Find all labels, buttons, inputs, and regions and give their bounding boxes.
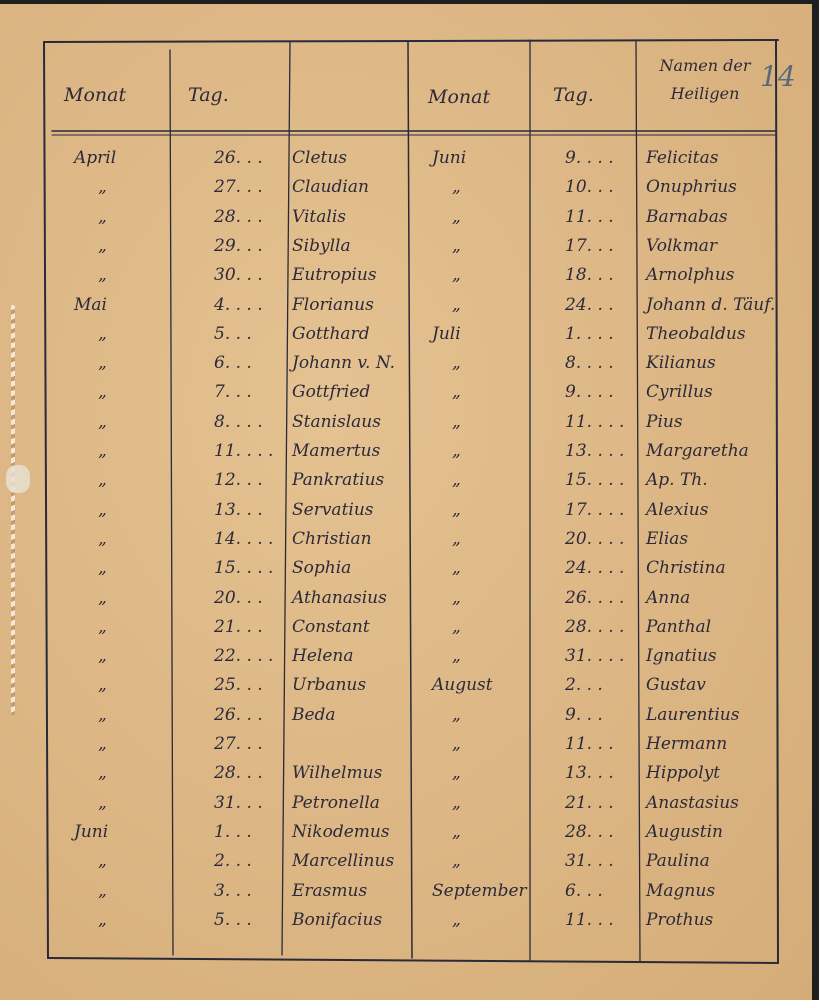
name-cell: Florianus <box>292 295 374 315</box>
tag2-cell: 31. . . . <box>565 646 625 666</box>
col-divider-5 <box>636 40 640 962</box>
monat2-cell: „ <box>452 558 461 578</box>
name2-cell: Felicitas <box>646 148 719 168</box>
tag-cell: 27. . . <box>214 177 263 197</box>
name2-cell: Ap. Th. <box>646 470 708 490</box>
monat2-cell: „ <box>452 382 461 402</box>
monat2-cell: „ <box>452 529 461 549</box>
name-cell: Pankratius <box>292 470 385 490</box>
monat-cell: „ <box>98 324 107 344</box>
tag2-cell: 9. . . . <box>565 148 614 168</box>
name2-cell: Margaretha <box>646 441 749 461</box>
name2-cell: Magnus <box>646 881 716 901</box>
name2-cell: Barnabas <box>646 207 728 227</box>
name2-cell: Theobaldus <box>646 324 746 344</box>
tag-cell: 11. . . . <box>214 441 274 461</box>
name2-cell: Hippolyt <box>646 763 721 783</box>
monat-cell: „ <box>98 441 107 461</box>
name2-cell: Prothus <box>646 910 714 930</box>
name-cell: Constant <box>292 617 370 637</box>
name2-cell: Johann d. Täuf. <box>646 295 776 315</box>
monat-cell: „ <box>98 265 107 285</box>
name2-cell: Elias <box>646 529 689 549</box>
monat2-cell: „ <box>452 353 461 373</box>
name2-cell: Hermann <box>646 734 728 754</box>
monat2-cell: „ <box>452 412 461 432</box>
tag-cell: 30. . . <box>214 265 263 285</box>
monat-cell: „ <box>98 851 107 871</box>
header-monat: Monat <box>64 84 127 106</box>
name2-cell: Panthal <box>646 617 712 637</box>
monat2-cell: Juni <box>432 148 467 168</box>
tag2-cell: 18. . . <box>565 265 614 285</box>
tag2-cell: 8. . . . <box>565 353 614 373</box>
monat-cell: „ <box>98 763 107 783</box>
monat-cell: Juni <box>74 822 109 842</box>
name2-cell: Kilianus <box>646 353 716 373</box>
name2-cell: Christina <box>646 558 726 578</box>
col-divider-2 <box>282 42 290 955</box>
name-cell: Erasmus <box>292 881 368 901</box>
name-cell: Athanasius <box>292 588 387 608</box>
tag-cell: 4. . . . <box>214 295 263 315</box>
name-cell: Bonifacius <box>292 910 383 930</box>
monat-cell: „ <box>98 910 107 930</box>
tag2-cell: 9. . . . <box>565 382 614 402</box>
tag-cell: 1. . . <box>214 822 252 842</box>
name2-cell: Cyrillus <box>646 382 713 402</box>
tag2-cell: 15. . . . <box>565 470 625 490</box>
monat2-cell: „ <box>452 441 461 461</box>
tag-cell: 28. . . <box>214 763 263 783</box>
tag2-cell: 31. . . <box>565 851 614 871</box>
name-cell: Gottfried <box>292 382 371 402</box>
col-divider-3 <box>408 42 412 958</box>
monat-cell: „ <box>98 470 107 490</box>
monat-cell: „ <box>98 529 107 549</box>
name-cell: Sophia <box>292 558 352 578</box>
monat-cell: „ <box>98 617 107 637</box>
monat-cell: „ <box>98 353 107 373</box>
monat-cell: „ <box>98 646 107 666</box>
tag-cell: 22. . . . <box>214 646 274 666</box>
monat2-cell: „ <box>452 793 461 813</box>
monat2-cell: „ <box>452 646 461 666</box>
monat-cell: „ <box>98 558 107 578</box>
monat-cell: Mai <box>74 295 107 315</box>
monat2-cell: September <box>432 881 527 901</box>
monat2-cell: „ <box>452 822 461 842</box>
tag-cell: 29. . . <box>214 236 263 256</box>
name2-cell: Anastasius <box>646 793 739 813</box>
monat-cell: „ <box>98 382 107 402</box>
name-cell: Claudian <box>292 177 369 197</box>
tag-cell: 7. . . <box>214 382 252 402</box>
monat2-cell: „ <box>452 295 461 315</box>
monat2-cell: „ <box>452 851 461 871</box>
monat-cell: „ <box>98 412 107 432</box>
tag-cell: 12. . . <box>214 470 263 490</box>
tag-cell: 8. . . . <box>214 412 263 432</box>
tag-cell: 5. . . <box>214 910 252 930</box>
tag2-cell: 6. . . <box>565 881 603 901</box>
name-cell: Eutropius <box>292 265 377 285</box>
name-cell: Urbanus <box>292 675 367 695</box>
tag2-cell: 24. . . <box>565 295 614 315</box>
name2-cell: Arnolphus <box>646 265 735 285</box>
tag2-cell: 9. . . <box>565 705 603 725</box>
name2-cell: Paulina <box>646 851 710 871</box>
tag2-cell: 17. . . . <box>565 500 625 520</box>
tag2-cell: 13. . . <box>565 763 614 783</box>
header-namen: Namen der Heiligen <box>659 56 751 103</box>
monat2-cell: „ <box>452 617 461 637</box>
name-cell: Mamertus <box>292 441 381 461</box>
tag-cell: 26. . . <box>214 148 263 168</box>
tag-cell: 20. . . <box>214 588 263 608</box>
monat-cell: „ <box>98 177 107 197</box>
monat-cell: „ <box>98 588 107 608</box>
right-border <box>776 40 778 963</box>
name-cell: Beda <box>292 705 336 725</box>
tag-cell: 3. . . <box>214 881 252 901</box>
tag-cell: 28. . . <box>214 207 263 227</box>
tag-cell: 15. . . . <box>214 558 274 578</box>
monat2-cell: „ <box>452 500 461 520</box>
header-monat-2: Monat <box>428 86 491 108</box>
name-cell: Stanislaus <box>292 412 381 432</box>
monat2-cell: August <box>432 675 493 695</box>
monat-cell: „ <box>98 734 107 754</box>
name2-cell: Onuphrius <box>646 177 737 197</box>
header-tag: Tag. <box>188 84 229 106</box>
monat2-cell: Juli <box>432 324 461 344</box>
bottom-border <box>48 958 778 963</box>
tag-cell: 13. . . <box>214 500 263 520</box>
tag-cell: 14. . . . <box>214 529 274 549</box>
tag-cell: 2. . . <box>214 851 252 871</box>
name-cell: Wilhelmus <box>292 763 383 783</box>
top-border <box>44 40 778 42</box>
page-number: 14 <box>760 60 796 93</box>
tag-cell: 21. . . <box>214 617 263 637</box>
name-cell: Nikodemus <box>292 822 390 842</box>
name-cell: Petronella <box>292 793 380 813</box>
tag-cell: 6. . . <box>214 353 252 373</box>
tag2-cell: 24. . . . <box>565 558 625 578</box>
name-cell: Cletus <box>292 148 348 168</box>
tag2-cell: 13. . . . <box>565 441 625 461</box>
name2-cell: Alexius <box>646 500 709 520</box>
left-border <box>44 42 48 958</box>
monat2-cell: „ <box>452 734 461 754</box>
tag2-cell: 1. . . . <box>565 324 614 344</box>
tag2-cell: 10. . . <box>565 177 614 197</box>
name-cell: Marcellinus <box>292 851 395 871</box>
tag-cell: 27. . . <box>214 734 263 754</box>
monat2-cell: „ <box>452 705 461 725</box>
monat2-cell: „ <box>452 588 461 608</box>
tag2-cell: 11. . . <box>565 207 614 227</box>
name-cell: Servatius <box>292 500 374 520</box>
monat2-cell: „ <box>452 265 461 285</box>
monat-cell: „ <box>98 675 107 695</box>
name2-cell: Pius <box>646 412 683 432</box>
name2-cell: Volkmar <box>646 236 718 256</box>
monat-cell: „ <box>98 793 107 813</box>
tag-cell: 25. . . <box>214 675 263 695</box>
monat2-cell: „ <box>452 207 461 227</box>
monat-cell: „ <box>98 207 107 227</box>
monat-cell: April <box>74 148 117 168</box>
monat2-cell: „ <box>452 470 461 490</box>
name-cell: Christian <box>292 529 372 549</box>
name-cell: Sibylla <box>292 236 351 256</box>
name2-cell: Laurentius <box>646 705 740 725</box>
monat-cell: „ <box>98 236 107 256</box>
tag2-cell: 28. . . . <box>565 617 625 637</box>
header-tag-2: Tag. <box>553 84 594 106</box>
monat2-cell: „ <box>452 236 461 256</box>
name-cell: Vitalis <box>292 207 346 227</box>
tag2-cell: 21. . . <box>565 793 614 813</box>
name-cell: Johann v. N. <box>292 353 396 373</box>
tag2-cell: 2. . . <box>565 675 603 695</box>
monat-cell: „ <box>98 881 107 901</box>
col-divider-1 <box>170 50 173 955</box>
monat2-cell: „ <box>452 763 461 783</box>
tag2-cell: 17. . . <box>565 236 614 256</box>
tag2-cell: 11. . . . <box>565 412 625 432</box>
tag-cell: 5. . . <box>214 324 252 344</box>
monat2-cell: „ <box>452 177 461 197</box>
name2-cell: Anna <box>646 588 691 608</box>
tag2-cell: 26. . . . <box>565 588 625 608</box>
tag2-cell: 28. . . <box>565 822 614 842</box>
tag2-cell: 20. . . . <box>565 529 625 549</box>
tag2-cell: 11. . . <box>565 910 614 930</box>
name-cell: Gotthard <box>292 324 370 344</box>
name2-cell: Ignatius <box>646 646 717 666</box>
tag-cell: 26. . . <box>214 705 263 725</box>
name-cell: Helena <box>292 646 354 666</box>
monat2-cell: „ <box>452 910 461 930</box>
name2-cell: Augustin <box>646 822 723 842</box>
name2-cell: Gustav <box>646 675 706 695</box>
monat-cell: „ <box>98 500 107 520</box>
tag2-cell: 11. . . <box>565 734 614 754</box>
tag-cell: 31. . . <box>214 793 263 813</box>
monat-cell: „ <box>98 705 107 725</box>
